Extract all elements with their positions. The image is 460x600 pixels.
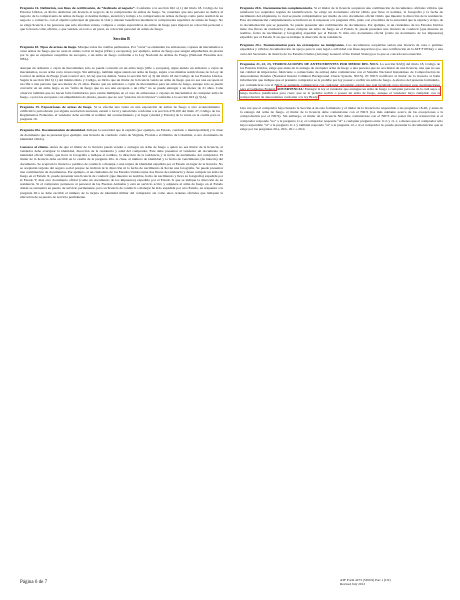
form-identifier	[340, 578, 391, 586]
nics-highlight	[237, 60, 443, 101]
left-column	[20, 6, 223, 203]
know-customer-body: Antes de que el titular de la licencia pueda vender o entregar un arma de fuego a quien no sea titular de la licencia, el vendedor debe averiguar la identidad, dirección de la residencia y edad del comprador. Este debe presentar al vendedor un documento de identidad oficial válido, que lleve la fotografía e indique el nombre, la dirección de la residencia y la fecha de nacimiento del comprador. El titular de la licencia debe escribir en la casilla de la pregunta 20a. la clase, el número de identidad y la fecha de vencimiento (de haberla) del documento. Se aceptará la licencia o permiso de conducir o manejar o una tarjeta de identidad expedida por el Estado en lugar de la licencia. No se aceptarán tarjetas del seguro social porque no indican ni la dirección ni la fecha de nacimiento ni llevan una fotografía. Se puede presentar una combinación de documentos. Por ejemplo, si un ciudadano de los Estados Unidos tiene dos fincas de residencia y desea comprar un arma de fuego en el Estado X, puede presentar una licencia de conducir (que muestre su nombre, fecha de nacimiento y lleva su fotografía) expedida por el Estado Y, más otro documento oficial (como un documento de los impuestos) expedido por el Estado X que se indique la dirección de su residencia. Si el comprador pertenece al personal de las Fuerzas Armadas y está en servicio activo y adquiere el arma de fuego en el Estado donde se encuentra su puesto de servicio permanente, pero su licencia de conducir o manejar ha sido expedida por otro Estado, en respuesta a la pregunta 20.a se debe escribir el número de la tarjeta de identidad militar del comprador así como unos órdenes oficiales que indiquen la ubicación de su puesto de servicio permanente.	[20, 144, 223, 199]
questions-21-23	[240, 62, 440, 99]
questions-21-23-heading: Preguntas 21, 22, 23, VERIFICACIONES DE ANTECEDENTES POR MEDIO DEL NICS.	[240, 61, 379, 66]
question-19-highlight	[17, 103, 223, 124]
form-revision: Revised July 2012	[340, 582, 366, 587]
page-number: Página 6 de 7	[20, 580, 48, 585]
nics-procedure: Una vez que el comprador haya llenado la Sección A de este formulario y el titular de la licencia ha respondido a las preguntas 18-20, y antes de la entrega del arma de fuego, el titular de la licencia debe comunicarse con el NICS (los más adelante acerca de las excepciones a la comprobación por el NICS). Sin embargo, el titular de la licencia NO debe comunicarse con el NICS sino poner fin a la transacción si el comprador responde “no” a la pregunta 11.a; el comprador responde “sí” a cualquier pregunta entre 11.b y 11.1, a menos que el comprador sólo haya respondido “sí” a la pregunta 11.1 y también responda “sí” a la pregunta 12, o si el comprador no puede presentar la documentación que se exige por las preguntas 20.a, 20.b, 20.c o 20.d.	[240, 106, 443, 131]
question-20c-body: Los documentos aceptables serían una licencia de caza o permiso expedidos y válidos; documentación de apoyo para la caza legal o actividad con fines deportivos (i.e. una certificación en la ATF F 6NIA); o una carta del Secretario de Justicia de los Estados Unidos (Attorney General of the United States) por la que se conceda una exención.	[240, 43, 443, 56]
question-19-heading: Pregunta 19. Exposiciones de armas de fuego.	[20, 104, 93, 109]
questions-21-23-body: La sección 922(t) del título 18, Código de los Estados Unidos, exige que antes de la entrega de cualquier arma de fuego a una persona que no sea titular de una licencia, una que no sea tan calidad de importador, fabricante o comerciante de armas) debe comunicarse con el Sistema Nacional Instantáneo de Comprobación de Antecedentes Penales (National Instant Criminal Background Check System, NICS). El NICS notificará al titular de la licencia si halla información que indique que el presunto comprador se le prohíbe por ley poseer o recibir un arma de fuego. A efectos del presente formulario, por comunicarse con el NICS se entiende comunicarse con cualquier organismo estatal que esté facultado para efectuar esas averiguaciones para el Gobierno Federal.	[240, 61, 440, 91]
question-18-body: Marque todas las casillas pertinentes. Por “otras” se entienden los armazones, cajones de mecanismos u otras armas de fuego que no sean ni armas cortas ni largas (rifles y escopetas); por ejemplo, armas de fuego que tengan empuñadura de pistola por la que se expulsen casquillos de escopeta, o un arma de fuego conforme a la Ley Nacional de Armas de Fuego (National Firearms Act, NFA).	[20, 44, 223, 62]
know-customer-heading: Conozca al cliente.	[20, 144, 49, 149]
question-16	[20, 6, 223, 31]
right-column	[240, 6, 443, 135]
question-20b-heading: Pregunta 20.b. Documentación complementaria.	[240, 6, 313, 10]
question-20a-body: Indique la autoridad que la expidió (por ejemplo, un Estado, condado o municipalidad) y la clase de documento que se presenta (por ejemplo, una licencia de conducir, como de Virginia, Florida o el Distrito de Columbia, u otro documento de identidad válido).	[20, 128, 223, 141]
question-20b	[240, 6, 443, 39]
question-20a-heading: Pregunta 20a. Documentación de identidad.	[20, 128, 86, 133]
question-16-heading: Pregunta 16. Definición, con fines de certificación, de “dedicado al negocio”.	[20, 6, 136, 10]
warning-body: Entregar la ley al vendedor que entregue un arma de fuego a cualquier persona de la cual sepa, o tenga motivos justificados para creer, que se le prohibe recibir o poseer un arma de fuego, aunque el vendedor haya cumplido con la comprobación de antecedentes conforme a la ley Brady.	[240, 86, 441, 99]
question-20c-heading: Pregunta 20.c. Documentación para los extranjeros no inmigrantes.	[240, 43, 345, 48]
question-19-body: Si se efectúa una venta en una exposición de armas de fuego u otro acontecimiento calificativo patrocinado por alguna asociación nacional, estatal o local y autorizado conforme a la sección 478.100 del título 27, Código de los Reglamentos Federales, el vendedor debe escribir el nombre del acontecimiento y el lugar (ciudad y Estado) de la venta en la casilla para la pregunta 19.	[20, 104, 220, 122]
question-18-heading: Pregunta 18. Tipos de armas de fuego.	[20, 44, 78, 49]
section-b-heading: Sección B	[113, 35, 130, 41]
question-20a	[20, 128, 223, 140]
question-16-body: Conforme a la sección 922 a) 1) del título 18, Código de los Estados Unidos, es ilícito dedicarse sin licencia al negocio de la compraventa de armas de fuego. Se considera que una persona se dedica al negocio de la compraventa de armas de fuego si destina tiempo, atención y trabajo a la compraventa de armas de fuego como parte normal de su negocio o comercio, con el objetivo principal de ganarse la vida y obtener beneficios mediante la compraventa repetitiva de armas de fuego. No se exige licencia a las personas que sólo efectúan ventas, compras o canjes esporádicos de armas de fuego para mejorar su colección personal o que lo hacen como afición, o que venden, en todo o en parte, su colección personal de armas de fuego.	[20, 6, 224, 31]
question-20b-body: Si el titular de la licencia aceptaran una combinación de documentos oficiales válidos que satisfacen los requisitos legales de identificación. Se exige un documento oficial válido que lleve el nombre, la fotografía y la fecha de nacimiento del adquirente, lo cual se puede complementar por medio de otro documento oficial válido que muestre la dirección de la residencia. Esta documentación complementaria se indicará en la respuesta a la pregunta 20.b, junto con el nombre de la autoridad que la expide y el tipo de la documentación que se presenta. Se puede presentar una combinación de documentos. Por ejemplo, si un ciudadano de los Estados Unidos tiene dos fincas de residencia y desea comprar un arma de fuego en el Estado X, puede presentar una licencia de conducir (que muestre su nombre, fecha de nacimiento y fotografía) expedida por el Estado Y, más otro documento oficial (como un documento de los impuestos) expedido por el Estado X en que se indique la dirección de su residencia.	[240, 6, 443, 40]
question-20c	[240, 43, 443, 55]
warning-label: ADVERTENCIA:	[276, 86, 304, 91]
form-number: ATF Form 4473 (5300.9) Part 1 (US)	[340, 578, 391, 582]
question-18-continued: Aunque un armazón o cajón de mecanismos sólo se pueda convertir en un arma larga (rifle o escopeta), sigue siendo un armazón o cajón de mecanismos, no un arma corta ni una larga. Sin embargo, también sigue siendo un arma de fuego, sujeta a las mismas restricciones de la Ley de Control de Armas de Fuego (Gun Control Act, GCA) que las demás. Vease la sección 921 a) 3) del título 18 del Código de los Estados Unidos. Según la sección 922 b) 1) del mismo título y Código, es ilícito que un titular de la licencia venda un arma de fuego que no sea una escopeta ni un rifle a una persona que sea menor de 21 años. Puesto que un armazón o cajón de mecanismos para un arma de fuego, aunque sólo se pueda convertir en un arma larga, es un “arma de fuego que no sea una escopeta o un rifle,” no se puede entregar a un menor de 21 años. Cabe observar también que no hacen falta formularios para ventas múltiples en el caso de armazones o cajones de mecanismos de cualquier arma de fuego, o para las escopetas con empuñadura de pistola, puesto que no son “pistolas ni revólveres” conforme a la sección 923 g) 3) A).	[20, 65, 223, 99]
know-customer	[20, 145, 223, 199]
question-18	[20, 45, 223, 62]
question-19	[20, 105, 220, 122]
